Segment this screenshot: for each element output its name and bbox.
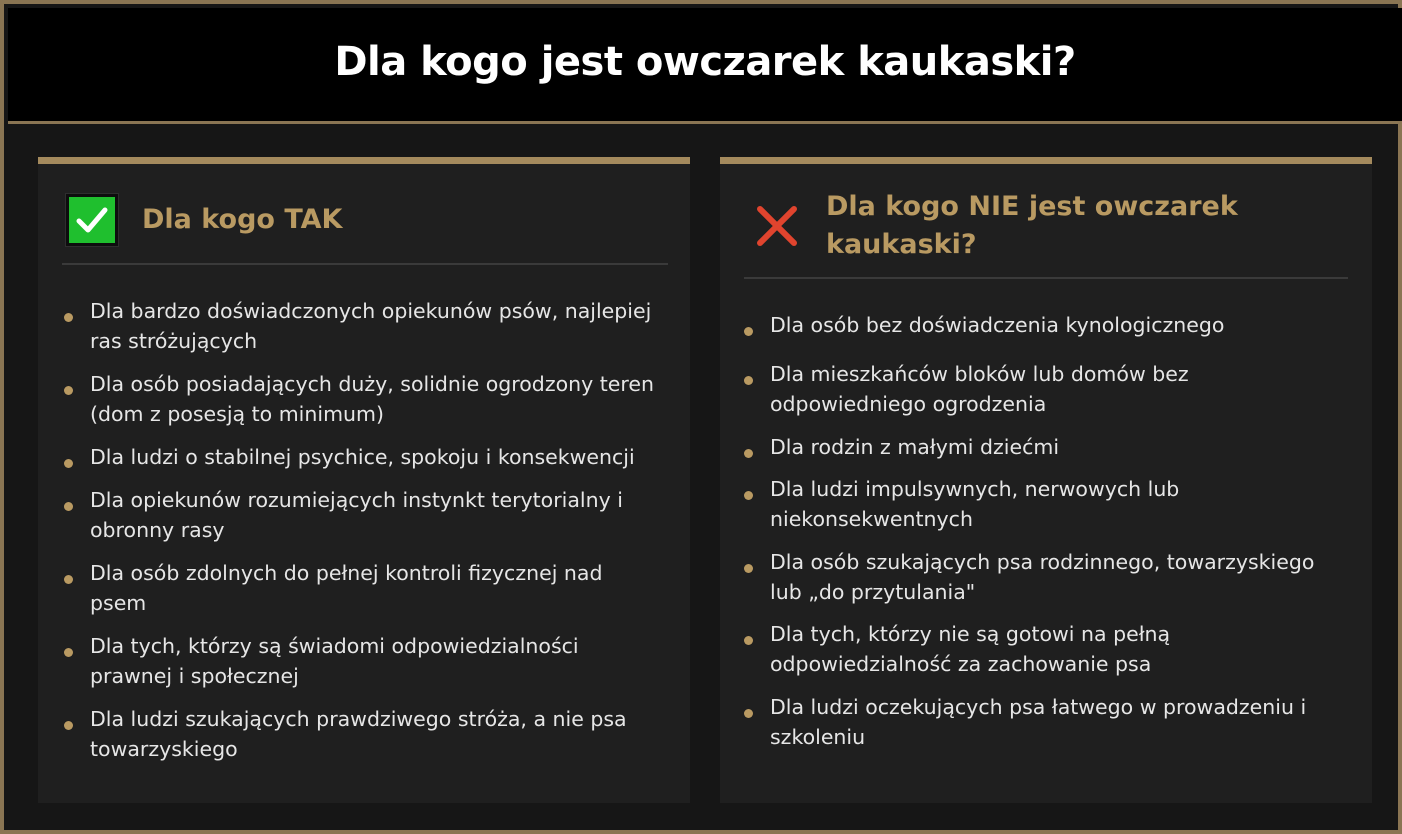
yes-list-item-text: Dla bardzo doświadczonych opiekunów psów, najlepiej ras stróżujących — [90, 299, 652, 353]
page-title: Dla kogo jest owczarek kaukaski? — [334, 38, 1076, 85]
no-list-item — [744, 432, 1344, 462]
yes-list-item — [64, 296, 664, 356]
bullet-dot-icon — [64, 386, 73, 395]
yes-panel-title: Dla kogo TAK — [142, 204, 343, 235]
no-list-item — [744, 359, 1344, 419]
yes-list-item-text: Dla osób posiadających duży, solidnie ogrodzony teren (dom z posesją to minimum) — [90, 372, 655, 426]
no-panel-title: Dla kogo NIE jest owczarek kaukaski? — [826, 191, 1238, 260]
no-panel-divider — [744, 277, 1348, 279]
yes-list-item-text: Dla ludzi szukających prawdziwego stróża, a nie psa towarzyskiego — [90, 707, 627, 761]
bullet-dot-icon — [744, 449, 753, 458]
bullet-dot-icon — [64, 575, 73, 584]
yes-list-item — [64, 704, 664, 764]
bullet-dot-icon — [64, 502, 73, 511]
bullet-dot-icon — [64, 313, 73, 322]
no-list-item-text: Dla mieszkańców bloków lub domów bez odpowiedniego ogrodzenia — [770, 362, 1189, 416]
yes-list-item — [64, 442, 664, 472]
bullet-dot-icon — [64, 459, 73, 468]
yes-list-item — [64, 558, 664, 618]
bullet-dot-icon — [64, 648, 73, 657]
no-list-item-text: Dla osób szukających psa rodzinnego, towarzyskiego lub „do przytulania" — [770, 549, 1315, 604]
no-list-item-text: Dla rodzin z małymi dziećmi — [770, 434, 1060, 459]
no-list-item — [744, 310, 1344, 340]
yes-list-item — [64, 485, 664, 545]
bullet-dot-icon — [744, 636, 753, 645]
cross-mark-icon — [750, 199, 804, 253]
bullet-dot-icon — [64, 721, 73, 730]
yes-panel — [38, 157, 690, 803]
yes-panel-divider — [62, 263, 668, 265]
no-panel — [720, 157, 1372, 803]
yes-panel-header — [66, 194, 342, 246]
no-list-item-text: Dla tych, którzy nie są gotowi na pełną odpowiedzialność za zachowanie psa — [770, 622, 1171, 676]
yes-list-item — [64, 369, 664, 429]
bullet-dot-icon — [744, 709, 753, 718]
no-panel-header — [750, 188, 1256, 264]
check-mark-icon — [66, 194, 118, 246]
bullet-dot-icon — [744, 376, 753, 385]
title-bar — [8, 8, 1402, 124]
no-list — [744, 310, 1344, 764]
no-list-item-text: Dla osób bez doświadczenia kynologicznego — [770, 313, 1225, 337]
yes-list — [64, 296, 664, 777]
no-list-item — [744, 547, 1344, 607]
bullet-dot-icon — [744, 564, 753, 573]
no-list-item-text: Dla ludzi oczekujących psa łatwego w prowadzeniu i szkoleniu — [770, 694, 1307, 749]
yes-list-item-text: Dla ludzi o stabilnej psychice, spokoju i konsekwencji — [90, 445, 635, 469]
no-list-item-text: Dla ludzi impulsywnych, nerwowych lub niekonsekwentnych — [770, 477, 1180, 531]
bullet-dot-icon — [744, 491, 753, 500]
yes-list-item-text: Dla osób zdolnych do pełnej kontroli fizycznej nad psem — [90, 561, 603, 615]
no-list-item — [744, 619, 1344, 679]
yes-list-item-text: Dla tych, którzy są świadomi odpowiedzialności prawnej i społecznej — [90, 634, 579, 688]
yes-list-item-text: Dla opiekunów rozumiejących instynkt terytorialny i obronny rasy — [90, 488, 623, 542]
bullet-dot-icon — [744, 327, 753, 336]
no-list-item — [744, 474, 1344, 534]
no-list-item — [744, 692, 1344, 752]
yes-list-item — [64, 631, 664, 691]
